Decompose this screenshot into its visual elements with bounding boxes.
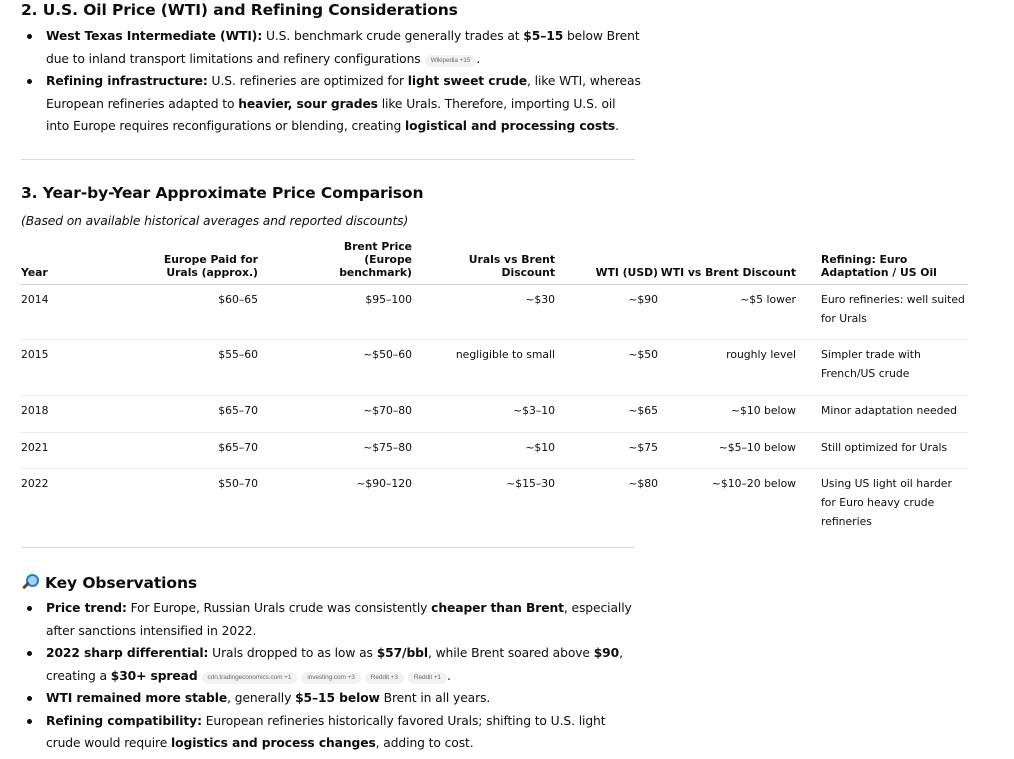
table-row bbox=[21, 285, 968, 340]
list-item: Refining compatibility: European refineries historically favored Urals; shifting to U.S. light crude would require logistics and process changes, adding to cost. bbox=[21, 710, 641, 755]
section-2-list bbox=[21, 25, 641, 138]
cell-year: 2014 bbox=[21, 285, 89, 340]
section-divider bbox=[21, 547, 635, 548]
cell-brent: ~$90–120 bbox=[356, 477, 412, 490]
cell-wti: ~$75 bbox=[555, 433, 658, 469]
cell-europe-paid: $55–60 bbox=[89, 340, 258, 396]
cell-refining: Still optimized for Urals bbox=[796, 433, 968, 469]
cell-wti-discount: roughly level bbox=[658, 340, 796, 396]
observations-heading: Key Observations bbox=[21, 573, 197, 592]
cell-brent: ~$70–80 bbox=[258, 396, 412, 433]
source-citation-tradingeconomics[interactable]: cdn.tradingeconomics.com +1 bbox=[202, 672, 298, 684]
source-citation-wikipedia[interactable]: Wikipedia +15 bbox=[425, 55, 477, 67]
table-row bbox=[21, 433, 968, 469]
cell-europe-paid: $60–65 bbox=[89, 285, 258, 340]
cell-year: 2018 bbox=[21, 396, 89, 433]
list-item: 2022 sharp differential: Urals dropped to as low as $57/bbl, while Brent soared above $90, creating a $30+ spread cdn.tradingeconomics.com +1 investing.com +3 Reddit +3 Reddit +1 . bbox=[21, 642, 641, 687]
cell-refining: Simpler trade with French/US crude bbox=[796, 340, 968, 396]
cell-urals-discount: ~$15–30 bbox=[506, 477, 555, 490]
section-2-heading: 2. U.S. Oil Price (WTI) and Refining Considerations bbox=[21, 1, 458, 19]
cell-urals-discount: ~$30 bbox=[412, 285, 555, 340]
list-item: Price trend: For Europe, Russian Urals crude was consistently cheaper than Brent, especially after sanctions intensified in 2022. bbox=[21, 597, 641, 642]
cell-refining: Using US light oil harder for Euro heavy crude refineries bbox=[821, 477, 952, 528]
col-header-wti-discount: WTI vs Brent Discount bbox=[658, 240, 796, 285]
cell-year: 2021 bbox=[21, 433, 89, 469]
cell-europe-paid: $65–70 bbox=[89, 396, 258, 433]
cell-urals-discount: negligible to small bbox=[412, 340, 555, 396]
section-3-heading: 3. Year-by-Year Approximate Price Comparison bbox=[21, 184, 424, 202]
cell-wti-discount: ~$5 lower bbox=[658, 285, 796, 340]
observations-list bbox=[21, 597, 641, 755]
cell-wti: ~$65 bbox=[555, 396, 658, 433]
cell-wti-discount: ~$5–10 below bbox=[658, 433, 796, 469]
col-header-europe-paid: Europe Paid for Urals (approx.) bbox=[89, 240, 258, 285]
table-row bbox=[21, 340, 968, 396]
cell-brent: ~$75–80 bbox=[258, 433, 412, 469]
table-row bbox=[21, 469, 968, 532]
magnifying-glass-icon bbox=[21, 573, 39, 591]
col-header-wti: WTI (USD) bbox=[555, 240, 658, 285]
cell-wti: ~$80 bbox=[628, 477, 658, 490]
col-header-brent: Brent Price (Europe benchmark) bbox=[258, 240, 412, 285]
cell-year: 2022 bbox=[21, 477, 49, 490]
list-item: Refining infrastructure: U.S. refineries are optimized for light sweet crude, like WTI, whereas European refineries adapted to heavier, sour grades like Urals. Therefore, importing U.S. oil into Europe requires reconfigurations or blending, creating logistical and processing costs. bbox=[21, 70, 641, 138]
col-header-year: Year bbox=[21, 240, 89, 285]
list-item: West Texas Intermediate (WTI): U.S. benchmark crude generally trades at $5–15 below Brent due to inland transport limitations and refinery configurations Wikipedia +15 . bbox=[21, 25, 641, 70]
cell-wti-discount: ~$10–20 below bbox=[711, 477, 796, 490]
cell-refining: Minor adaptation needed bbox=[796, 396, 968, 433]
section-divider bbox=[21, 159, 635, 160]
table-header-row bbox=[21, 240, 968, 285]
cell-urals-discount: ~$10 bbox=[412, 433, 555, 469]
source-citation-investing[interactable]: investing.com +3 bbox=[301, 672, 360, 684]
cell-brent: $95–100 bbox=[258, 285, 412, 340]
col-header-refining: Refining: Euro Adaptation / US Oil bbox=[796, 240, 968, 285]
cell-wti: ~$90 bbox=[555, 285, 658, 340]
list-item: WTI remained more stable, generally $5–15 below Brent in all years. bbox=[21, 687, 641, 710]
cell-year: 2015 bbox=[21, 340, 89, 396]
source-citation-reddit[interactable]: Reddit +3 bbox=[365, 672, 404, 684]
cell-europe-paid: $50–70 bbox=[218, 477, 258, 490]
cell-refining: Euro refineries: well suited for Urals bbox=[796, 285, 968, 340]
cell-brent: ~$50–60 bbox=[258, 340, 412, 396]
cell-wti: ~$50 bbox=[555, 340, 658, 396]
cell-urals-discount: ~$3–10 bbox=[412, 396, 555, 433]
table-row bbox=[21, 396, 968, 433]
source-citation-reddit-2[interactable]: Reddit +1 bbox=[408, 672, 447, 684]
price-comparison-table bbox=[21, 240, 968, 531]
cell-europe-paid: $65–70 bbox=[89, 433, 258, 469]
cell-wti-discount: ~$10 below bbox=[658, 396, 796, 433]
col-header-urals-discount: Urals vs Brent Discount bbox=[412, 240, 555, 285]
table-note: (Based on available historical averages and reported discounts) bbox=[21, 214, 409, 228]
